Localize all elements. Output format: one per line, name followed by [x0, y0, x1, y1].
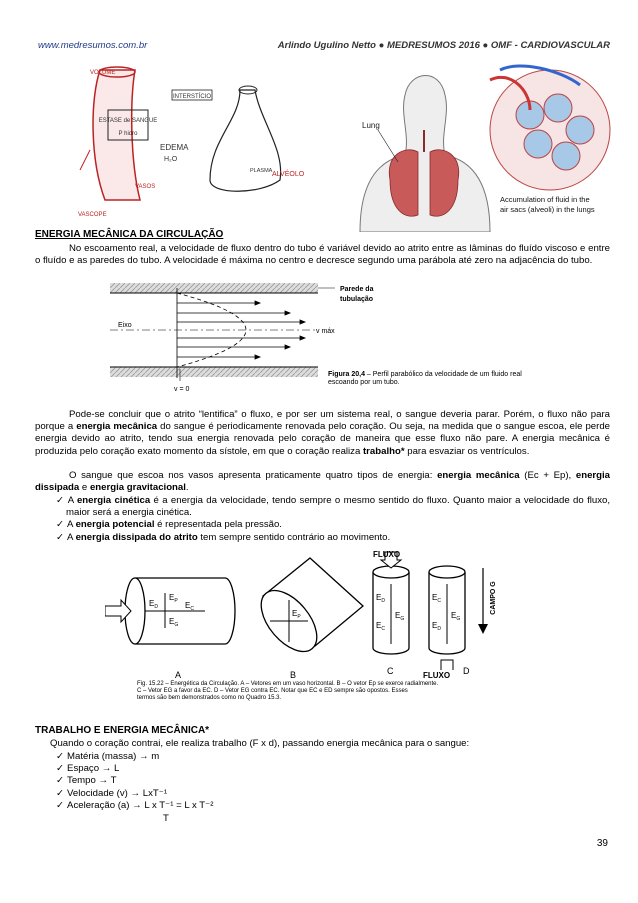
fluxo-label-bottom: FLUXO: [423, 671, 451, 680]
document-header-title: Arlindo Ugulino Netto ● MEDRESUMOS 2016 ● OMF - CARDIOVASCULAR: [277, 40, 610, 51]
sketch-label: VASOS: [135, 184, 156, 190]
caption-line: termos são bem demonstrados como no Quadro 15.3.: [137, 695, 282, 701]
list-item: ✓ A energia dissipada do atrito tem sempre sentido contrário ao movimento.: [56, 532, 610, 544]
wall-label-2: tubulação: [340, 296, 374, 303]
panel-b: [251, 558, 363, 661]
top-figure-svg: [60, 60, 620, 232]
sketch-label: EDEMA: [160, 143, 189, 152]
panel-label-b: B: [290, 670, 297, 680]
text: para esvaziar os ventrículos.: [404, 445, 530, 457]
fraction-denominator: T: [163, 813, 169, 824]
caption-line: Fig. 15.22 – Energética da Circulação. A – Vetores em um vaso horizontal. B – O vetor Ep se exerce radialmente.: [137, 681, 439, 687]
bold-text: energia mecânica: [437, 470, 520, 481]
text: Pode-se concluir que o atrito “lentifica” o fluxo, e por ser um sistema real, o sangue deveria parar. Porém, o fluxo não para porque a: [35, 409, 610, 433]
paragraph-tipos-energia: [35, 470, 610, 494]
panel-c: [373, 550, 409, 654]
svg-text:EC: $E_C$: [185, 601, 194, 612]
lung-label: Lung: [362, 121, 380, 130]
svg-text:EP: $E_P$: [292, 609, 301, 620]
svg-text:EC: $E_C$: [432, 593, 441, 604]
flow-profile-figure: [110, 283, 560, 398]
energy-vectors-figure: [105, 548, 525, 713]
lung-caption: Accumulation of fluid in the air sacs (alveoli) in the lungs: [500, 195, 595, 214]
caption-line: C – Vetor EG a favor da EC. D – Vetor EG contra EC. Notar que EC e ED sempre são opostos. Esses: [137, 688, 408, 694]
svg-text:EG: $E_G$: [451, 611, 461, 622]
energy-figure-caption: [137, 681, 517, 702]
svg-text:EC: $E_C$: [376, 621, 385, 632]
energy-list: [56, 495, 610, 544]
fluxo-label-top: FLUXO: [373, 550, 401, 559]
text: .: [185, 482, 189, 494]
site-url[interactable]: www.medresumos.com.br: [38, 40, 148, 51]
text: do sangue é periodicamente renovada pelo coração. Ou seja, na medida que o sangue escoa, ele perde energia devido ao atrito, tendo sua energia renovada pelo coração de maneira que esse fluxo não pare. A energia mecânica é produzida pelo coração exato momento da sístole, em que o coração realiza: [35, 421, 611, 457]
bold-text: energia mecânica: [76, 421, 158, 433]
campo-g-label: CAMPO G: [490, 581, 497, 615]
svg-text:ED: $E_D$: [149, 599, 158, 610]
svg-text:ED: $E_D$: [432, 621, 441, 632]
top-figure: [60, 60, 620, 232]
vmax-label: v máx: [316, 328, 335, 335]
v0-label: v = 0: [174, 386, 190, 393]
svg-text:EG: $E_G$: [169, 617, 179, 628]
sketch-label: P hidro: [118, 131, 138, 137]
list-item: ✓ Tempo → T: [56, 775, 596, 787]
panel-label-a: A: [175, 670, 182, 680]
flow-figure-caption: [328, 371, 528, 388]
trabalho-list: [56, 751, 596, 812]
svg-text:EG: $E_G$: [395, 611, 405, 622]
section-heading-energia-mecanica: ENERGIA MECÂNICA DA CIRCULAÇÃO: [35, 229, 224, 240]
bold-text: energia dissipada: [35, 470, 611, 494]
panel-d: [423, 566, 497, 680]
svg-text:ED: $E_D$: [376, 593, 385, 604]
text: (Ec + Ep),: [519, 470, 576, 481]
axis-label: Eixo: [118, 322, 132, 329]
list-item: ✓ A energia potencial é representada pela pressão.: [56, 519, 610, 531]
vessel-sketch: [78, 67, 157, 218]
flow-caption-text: – Perfil parabólico da velocidade de um fluido real escoando por um tubo.: [328, 371, 522, 387]
lung-illustration: [325, 60, 620, 232]
bold-text: energia gravitacional: [89, 482, 186, 494]
svg-text:EP: $E_P$: [169, 593, 178, 604]
paragraph-atrito: [35, 409, 610, 458]
text: e: [79, 482, 90, 494]
sketch-label: H₂O: [164, 156, 178, 163]
list-item: ✓ Velocidade (v) → LxT⁻¹: [56, 788, 596, 800]
page-number: 39: [596, 838, 608, 849]
sketch-label: VASCOPE: [78, 212, 107, 218]
list-item: ✓ Espaço → L: [56, 763, 596, 775]
paragraph-escoamento: No escoamento real, a velocidade de fluxo dentro do tubo é variável devido ao atrito entre as lâminas do fluído viscoso e entre o fluído e as paredes do tubo. A velocidade é máxima no centro e decresce segundo uma parábola até zero na adjacência do tubo.: [35, 243, 610, 267]
sketch-label: ALVÉOLO: [272, 171, 305, 178]
panel-label-d: D: [463, 666, 470, 676]
paragraph-trabalho-intro: Quando o coração contrai, ele realiza trabalho (F x d), passando energia mecânica para o sangue:: [50, 738, 470, 749]
list-item: ✓ Aceleração (a) → L x T⁻¹ = L x T⁻²: [56, 800, 596, 812]
list-item: ✓ Matéria (massa) → m: [56, 751, 596, 763]
wall-label: Parede da: [340, 286, 374, 293]
bold-text: trabalho*: [362, 445, 405, 457]
sketch-label: INTERSTÍCIO: [172, 94, 212, 100]
panel-a: [105, 578, 235, 644]
section-heading-trabalho: TRABALHO E ENERGIA MECÂNICA*: [35, 725, 210, 736]
text: O sangue que escoa nos vasos apresenta praticamente quatro tipos de energia:: [69, 470, 438, 481]
sketch-label: ESTASE de SANGUE: [98, 118, 158, 124]
alveolus-sketch: [160, 86, 305, 191]
sketch-label: VOLUME: [90, 70, 116, 76]
list-item: ✓ A energia cinética é a energia da velocidade, tendo sempre o mesmo sentido do fluxo. Quanto maior a velocidade do fluxo, maior será a energia cinética.: [56, 495, 610, 519]
panel-label-c: C: [387, 666, 394, 676]
sketch-label: PLASMA: [250, 168, 273, 174]
flow-caption-bold: Figura 20,4: [328, 371, 365, 378]
